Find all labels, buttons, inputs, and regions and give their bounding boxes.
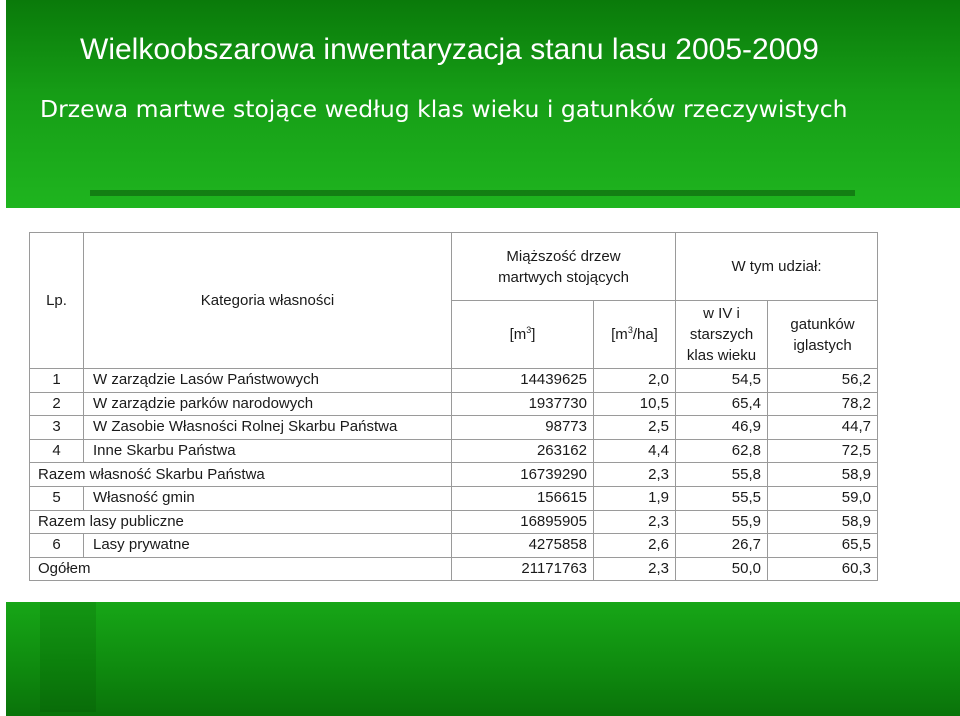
row-category: Lasy prywatne — [84, 534, 452, 558]
row-age-share: 46,9 — [676, 416, 768, 440]
row-volume-m3-per-ha: 1,9 — [594, 486, 676, 510]
row-conifer-share: 44,7 — [768, 416, 878, 440]
table-row — [30, 416, 878, 440]
row-category: Własność gmin — [84, 486, 452, 510]
header-band — [0, 0, 960, 208]
row-conifer-share: 56,2 — [768, 369, 878, 393]
row-conifer-share: 78,2 — [768, 392, 878, 416]
row-age-share: 54,5 — [676, 369, 768, 393]
row-volume-m3: 263162 — [452, 439, 594, 463]
row-age-share: 55,8 — [676, 463, 768, 487]
header-share-group: W tym udział: — [676, 233, 878, 301]
table-row-total — [30, 557, 878, 581]
table-row-subtotal — [30, 463, 878, 487]
row-volume-m3-per-ha: 10,5 — [594, 392, 676, 416]
row-lp: 1 — [30, 369, 84, 393]
header-volume-group: Miąższość drzew martwych stojących — [452, 233, 676, 301]
row-volume-m3: 16895905 — [452, 510, 594, 534]
row-lp: 3 — [30, 416, 84, 440]
row-age-share: 65,4 — [676, 392, 768, 416]
row-volume-m3-per-ha: 2,5 — [594, 416, 676, 440]
row-volume-m3-per-ha: 4,4 — [594, 439, 676, 463]
row-volume-m3: 4275858 — [452, 534, 594, 558]
row-age-share: 62,8 — [676, 439, 768, 463]
row-age-share: 55,5 — [676, 486, 768, 510]
ownership-table — [29, 232, 878, 581]
row-volume-m3-per-ha: 2,3 — [594, 463, 676, 487]
row-lp: 4 — [30, 439, 84, 463]
row-volume-m3-per-ha: 2,0 — [594, 369, 676, 393]
row-category: W zarządzie parków narodowych — [84, 392, 452, 416]
slide-subtitle: Drzewa martwe stojące według klas wieku i gatunków rzeczywistych — [40, 95, 848, 123]
header-lp: Lp. — [30, 233, 84, 369]
row-age-share: 55,9 — [676, 510, 768, 534]
row-volume-m3: 21171763 — [452, 557, 594, 581]
row-volume-m3: 156615 — [452, 486, 594, 510]
row-conifer-share: 58,9 — [768, 463, 878, 487]
table-row — [30, 369, 878, 393]
row-category: Inne Skarbu Państwa — [84, 439, 452, 463]
row-conifer-share: 59,0 — [768, 486, 878, 510]
row-total-label: Razem lasy publiczne — [30, 510, 452, 534]
row-volume-m3: 98773 — [452, 416, 594, 440]
row-total-label: Ogółem — [30, 557, 452, 581]
row-conifer-share: 72,5 — [768, 439, 878, 463]
row-volume-m3-per-ha: 2,3 — [594, 510, 676, 534]
table-row — [30, 392, 878, 416]
footer-band — [0, 602, 960, 716]
header-m3: $[m^3]$ — [452, 301, 594, 369]
row-volume-m3: 16739290 — [452, 463, 594, 487]
row-category: W Zasobie Własności Rolnej Skarbu Państwa — [84, 416, 452, 440]
header-age-class: w IV i starszych klas wieku — [676, 301, 768, 369]
row-conifer-share: 65,5 — [768, 534, 878, 558]
row-volume-m3-per-ha: 2,3 — [594, 557, 676, 581]
row-conifer-share: 60,3 — [768, 557, 878, 581]
row-category: W zarządzie Lasów Państwowych — [84, 369, 452, 393]
row-conifer-share: 58,9 — [768, 510, 878, 534]
table-row — [30, 439, 878, 463]
slide-title: Wielkoobszarowa inwentaryzacja stanu lasu 2005-2009 — [80, 33, 819, 66]
row-volume-m3: 14439625 — [452, 369, 594, 393]
header-category: Kategoria własności — [84, 233, 452, 369]
row-age-share: 50,0 — [676, 557, 768, 581]
header-conifer: gatunków iglastych — [768, 301, 878, 369]
table-row-subtotal — [30, 510, 878, 534]
header-m3-per-ha: $[m^3/ha]$ — [594, 301, 676, 369]
row-lp: 2 — [30, 392, 84, 416]
table-row — [30, 486, 878, 510]
row-age-share: 26,7 — [676, 534, 768, 558]
row-total-label: Razem własność Skarbu Państwa — [30, 463, 452, 487]
table-row — [30, 534, 878, 558]
row-lp: 6 — [30, 534, 84, 558]
row-volume-m3: 1937730 — [452, 392, 594, 416]
row-lp: 5 — [30, 486, 84, 510]
row-volume-m3-per-ha: 2,6 — [594, 534, 676, 558]
